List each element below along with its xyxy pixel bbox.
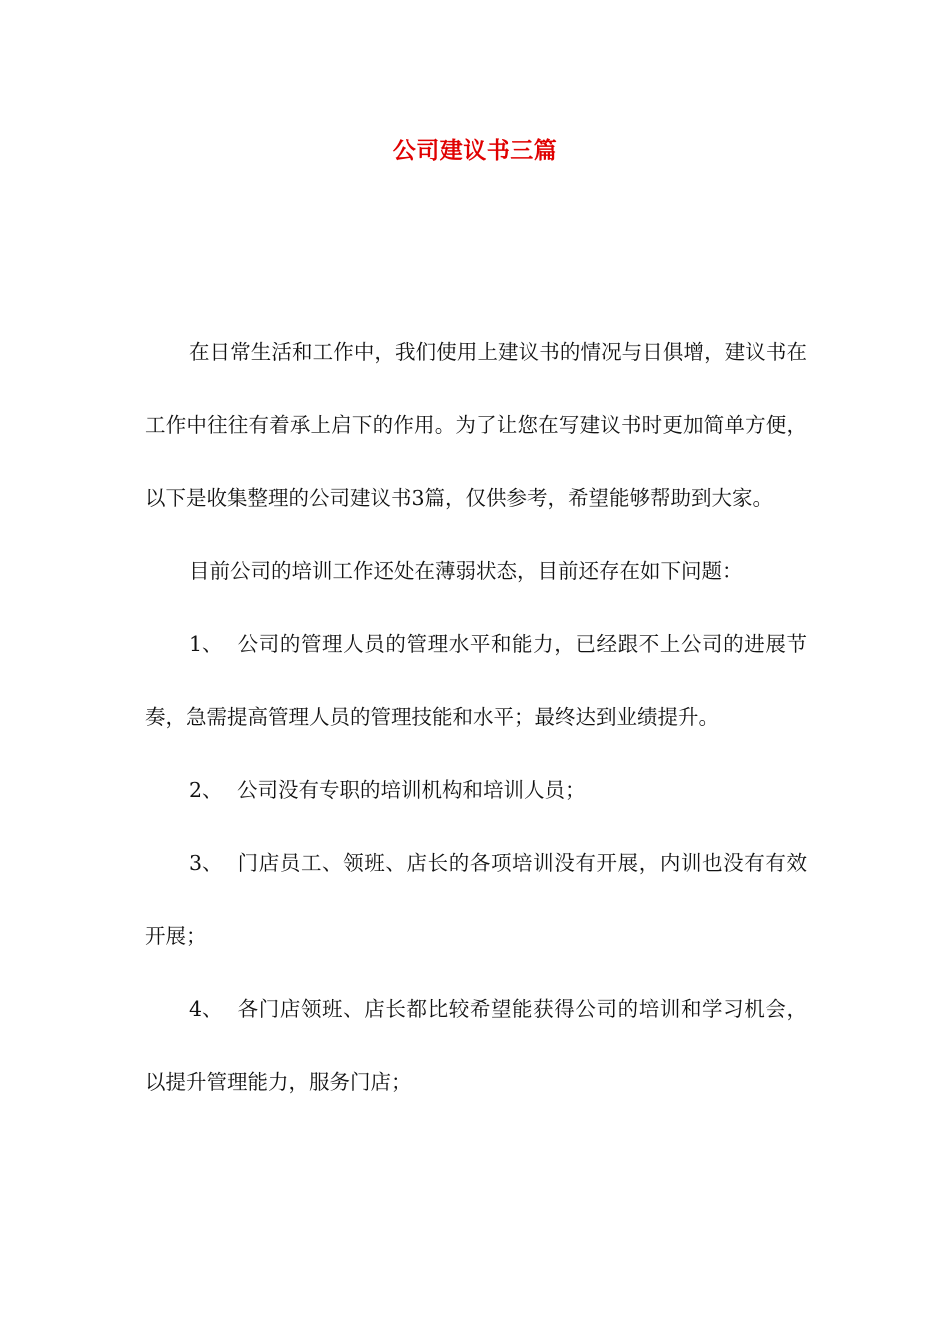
list-item-3 — [145, 827, 807, 973]
paragraph-text: 在日常生活和工作中，我们使用上建议书的情况与日俱增，建议书在工作中往往有着承上启下的作用。为了让您在写建议书时更加简单方便，以下是收集整理的公司建议书3篇，仅供参考，希望能够帮助到大家。 — [145, 340, 807, 510]
paragraph-text: 公司没有专职的培训机构和培训人员； — [237, 778, 586, 802]
list-item-1 — [145, 608, 807, 754]
list-item-2 — [145, 754, 807, 827]
document-title: 公司建议书三篇 — [392, 138, 558, 164]
list-number: 4、 — [189, 997, 223, 1021]
paragraph-text: 门店员工、领班、店长的各项培训没有开展，内训也没有有效开展； — [145, 851, 807, 948]
paragraph-text: 公司的管理人员的管理水平和能力，已经跟不上公司的进展节奏，急需提高管理人员的管理技能和水平；最终达到业绩提升。 — [145, 632, 807, 729]
paragraph-problems-intro — [145, 535, 807, 608]
paragraph-text: 目前公司的培训工作还处在薄弱状态，目前还存在如下问题： — [189, 559, 743, 583]
paragraph-intro — [145, 316, 807, 535]
document-body — [145, 316, 807, 1119]
list-number: 1、 — [189, 632, 223, 656]
paragraph-text: 各门店领班、店长都比较希望能获得公司的培训和学习机会，以提升管理能力，服务门店； — [145, 997, 807, 1094]
list-item-4 — [145, 973, 807, 1119]
list-number: 3、 — [189, 851, 223, 875]
list-number: 2、 — [189, 778, 223, 802]
